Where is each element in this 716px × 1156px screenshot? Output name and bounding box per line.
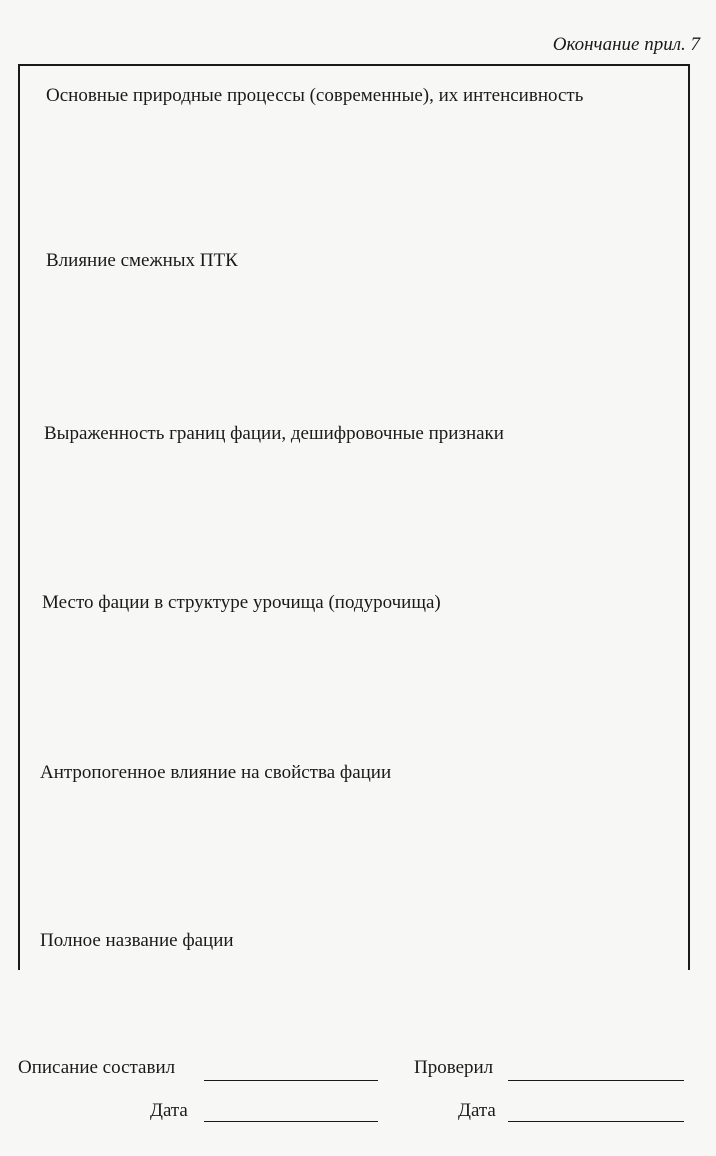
date-right-line[interactable] [508, 1121, 684, 1122]
page-note: Окончание прил. 7 [552, 34, 700, 55]
field-label-facies-place: Место фации в структуре урочища (подурочища) [42, 592, 441, 613]
field-label-anthropogenic: Антропогенное влияние на свойства фации [40, 762, 392, 783]
date-left-line[interactable] [204, 1121, 378, 1122]
field-label-processes: Основные природные процессы (современные), их интенсивность [46, 85, 584, 106]
field-label-boundaries: Выраженность границ фации, дешифровочные признаки [44, 423, 504, 444]
date-left-label: Дата [150, 1100, 188, 1121]
checked-by-line[interactable] [508, 1080, 684, 1081]
field-label-adjacent-ptk: Влияние смежных ПТК [46, 250, 238, 271]
composed-by-line[interactable] [204, 1080, 378, 1081]
checked-by-label: Проверил [414, 1057, 494, 1078]
composed-by-label: Описание составил [18, 1057, 176, 1078]
date-right-label: Дата [458, 1100, 496, 1121]
form-frame [18, 64, 690, 970]
field-label-full-name: Полное название фации [40, 930, 234, 951]
